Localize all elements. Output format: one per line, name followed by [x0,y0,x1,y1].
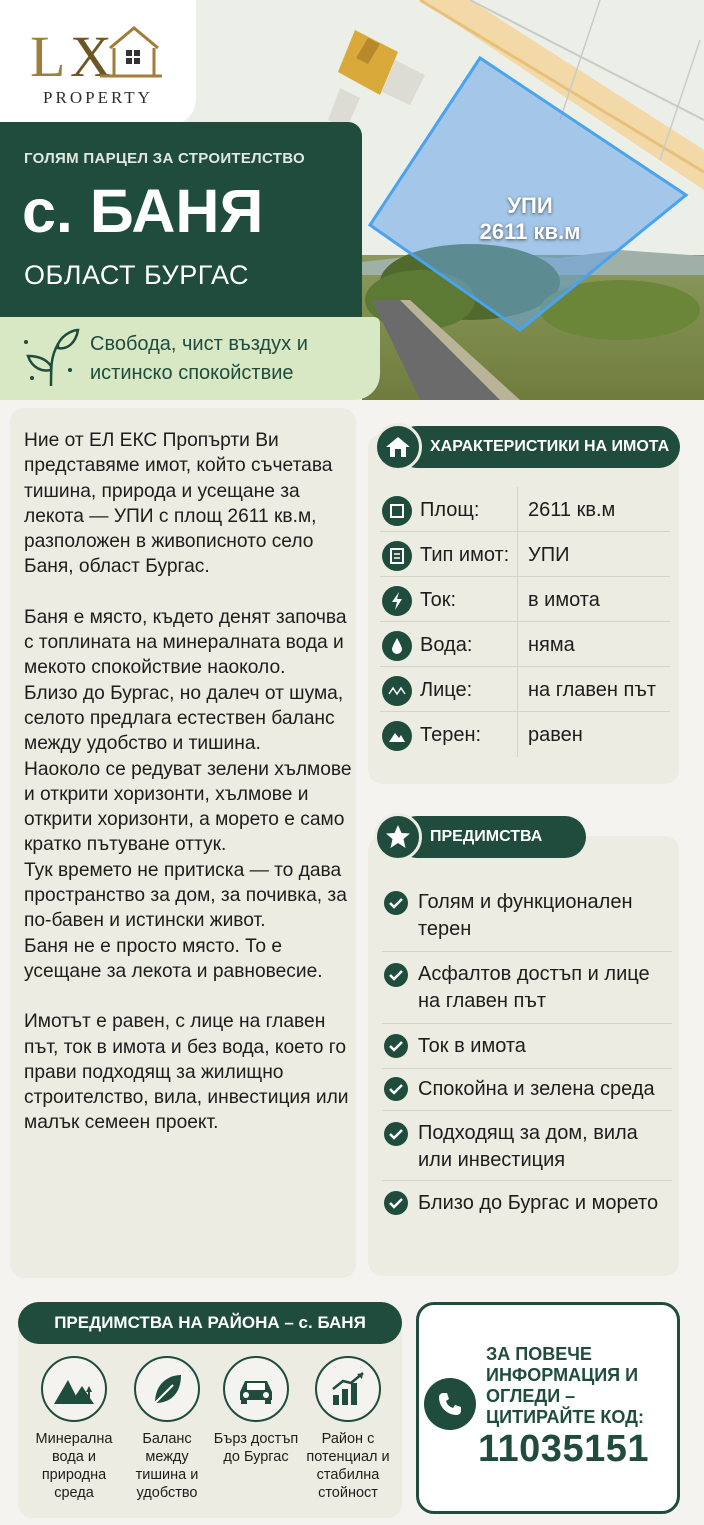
reference-code: 11035151 [478,1428,649,1470]
advantage-text: Ток в имота [418,1035,526,1057]
check-icon [384,1122,408,1146]
char-value: няма [528,634,575,656]
char-row-type [380,532,670,577]
char-row-water [380,622,670,667]
hero [0,0,704,400]
logo-panel [0,0,196,125]
characteristics-heading: ХАРАКТЕРИСТИКИ НА ИМОТА [396,426,680,468]
advantage-item [382,1024,672,1069]
advantage-text: Близо до Бургас и морето [418,1192,659,1214]
char-value: на главен път [528,679,656,701]
char-value: УПИ [528,544,570,566]
logo-wordmark: PROPERTY [43,88,153,107]
char-key: Площ: [420,499,480,521]
area-benefit [210,1356,302,1466]
char-key: Терен: [420,724,482,746]
lightning-icon [382,586,412,616]
advantage-item [382,880,672,952]
area-benefit [28,1356,120,1502]
terrain-icon [382,721,412,751]
car-icon [223,1356,289,1422]
sprout-icon [22,326,80,388]
check-icon [384,963,408,987]
lx-logo-icon [30,18,170,88]
description-paragraph-3: Имотът е равен, с лице на главен път, ток в имота и без вода, което го прави подходящ за жилищно строителство, вила, инвестиция или малък семеен проект. [24,1011,349,1134]
svg-text:L: L [30,24,66,88]
check-icon [384,891,408,915]
hero-slogan: Свобода, чист въздух и истинско спокойствие [90,333,308,384]
advantage-text: Подходящ за дом, вила или инвестиция [418,1122,638,1171]
char-value: равен [528,724,583,746]
house-icon [374,423,422,471]
water-drop-icon [382,631,412,661]
char-key: Тип имот: [420,544,510,566]
advantage-item [382,1181,672,1226]
contact-text: ЗА ПОВЕЧЕ ИНФОРМАЦИЯ И ОГЛЕДИ – ЦИТИРАЙТЕ КОД: [486,1344,644,1427]
char-value: 2611 кв.м [528,499,616,521]
char-key: Лице: [420,679,473,701]
svg-text:X: X [70,24,112,88]
map-label-area: 2611 кв.м [479,219,581,244]
advantages-heading: ПРЕДИМСТВА [396,816,586,858]
area-benefit-label: Район с потенциал и стабилна стойност [306,1431,390,1501]
advantage-item [382,1069,672,1111]
region-subtitle: ОБЛАСТ БУРГАС [24,260,249,290]
mountains-icon [41,1356,107,1422]
check-icon [384,1077,408,1101]
growth-chart-icon [315,1356,381,1422]
char-row-frontage [380,667,670,712]
char-row-power [380,577,670,622]
char-key: Вода: [420,634,473,656]
document-icon [382,541,412,571]
description-paragraph-1: Ние от ЕЛ ЕКС Пропърти Ви представяме имот, който съчетава тишина, природа и усещане за лекота — УПИ с площ 2611 кв.м, разположен в живописното село Баня, област Бургас. [24,430,333,578]
area-benefit-label: Минерална вода и природна среда [35,1431,113,1501]
description-paragraph-2: Баня е място, където денят започва с топлината на минералната вода и мекото спокойствие наоколо. Близо до Бургас, но далеч от шума, селото предлага естествен баланс между удобство и тишина. Наоколо се редуват зелени хълмове и открити хоризонти, хълмове и открити хоризонти, а морето е само кратко пътуване оттук. Тук времето не притиска — то дава пространство за дом, за почивка, за по-бавен и истински живот. Баня не е просто място. То е усещане за лекота и равновесие. [24,606,352,982]
check-icon [384,1034,408,1058]
advantage-text: Асфалтов достъп и лице на главен път [418,963,650,1012]
area-icon [382,496,412,526]
advantage-text: Спокойна и зелена среда [418,1078,655,1100]
area-benefit [121,1356,213,1502]
area-benefits-heading: ПРЕДИМСТВА НА РАЙОНА – с. БАНЯ [18,1302,402,1344]
hero-kicker: ГОЛЯМ ПАРЦЕЛ ЗА СТРОИТЕЛСТВО [24,150,305,167]
map-parcel-label [450,193,610,245]
char-row-area [380,487,670,532]
advantage-item [382,1111,672,1181]
area-benefit [302,1356,394,1502]
advantage-text: Голям и функционален терен [418,891,633,940]
char-row-terrain [380,712,670,757]
road-icon [382,676,412,706]
advantage-item [382,952,672,1024]
leaf-icon [134,1356,200,1422]
phone-icon [424,1378,476,1430]
page-title: с. БАНЯ [22,177,264,245]
area-benefit-label: Баланс между тишина и удобство [135,1431,199,1501]
description [24,428,354,1136]
check-icon [384,1191,408,1215]
star-icon [374,813,422,861]
area-benefit-label: Бърз достъп до Бургас [213,1431,299,1465]
char-key: Ток: [420,589,457,611]
map-label-type: УПИ [507,193,553,218]
char-value: в имота [528,589,600,611]
